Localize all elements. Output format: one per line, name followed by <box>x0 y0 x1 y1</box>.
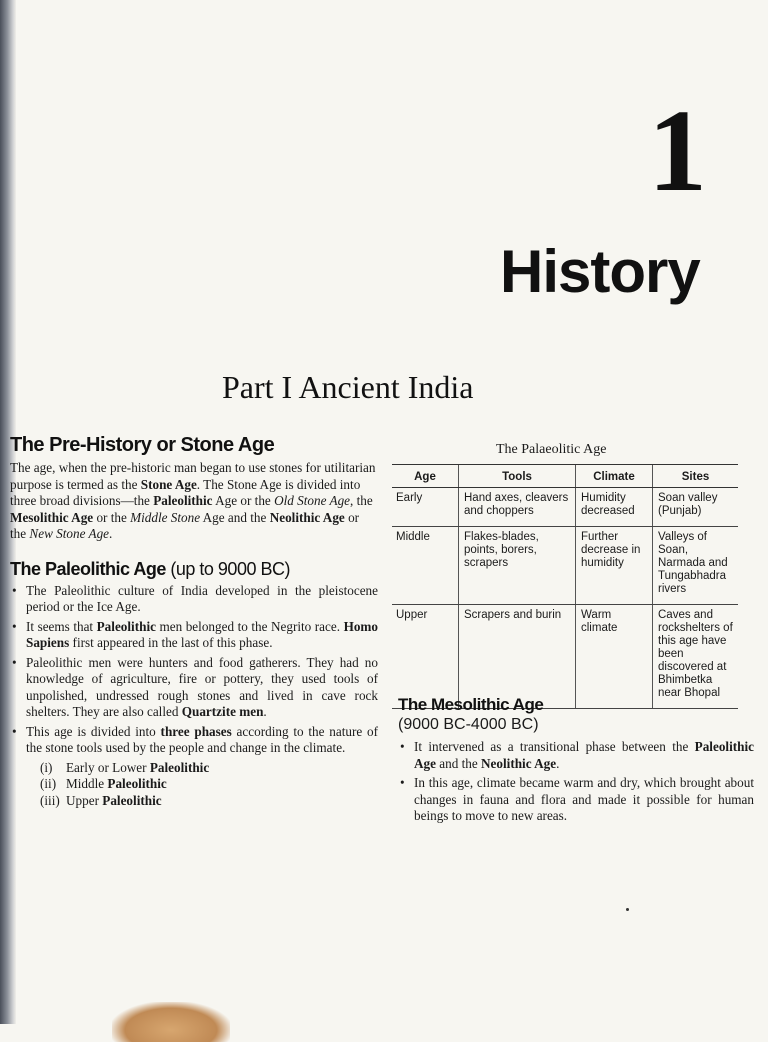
table-caption: The Palaeolitic Age <box>496 442 607 457</box>
column-header: Tools <box>459 465 576 488</box>
list-item: • Paleolithic men were hunters and food gatherers. They had no knowledge of agriculture, fire or pottery, they used tools of unpolished, undressed rough stones and lived in cave rock shelters. They are also called Quartzite men. <box>10 655 378 721</box>
table-header-row <box>392 465 738 488</box>
chapter-title: History <box>500 238 700 305</box>
part-title: Part I Ancient India <box>222 369 474 405</box>
list-item: • In this age, climate became warm and dry, which brought about changes in fauna and flora and made it possible for human beings to move to new areas. <box>398 775 754 825</box>
table-row <box>392 605 738 709</box>
table-row <box>392 488 738 527</box>
column-header: Climate <box>576 465 653 488</box>
table-cell: Flakes-blades, points, borers, scrapers <box>459 527 576 605</box>
table-cell: Scrapers and burin <box>459 605 576 709</box>
mesolithic-bullet-list <box>398 739 754 825</box>
right-column <box>398 694 754 828</box>
table-cell: Early <box>392 488 459 527</box>
table-row <box>392 527 738 605</box>
list-item: • It intervened as a transitional phase between the Paleolithic Age and the Neolithic Age. <box>398 739 754 772</box>
table-cell: Soan valley (Punjab) <box>653 488 739 527</box>
stone-age-intro: The age, when the pre-historic man began to use stones for utilitarian purpose is termed as the Stone Age. The Stone Age is divided into three broad divisions—the Paleolithic Age or the Old Stone Age, the Mesolithic Age or the Middle Stone Age and the Neolithic Age or the New Stone Age. <box>10 460 376 541</box>
table-cell: Further decrease in humidity <box>576 527 653 605</box>
table-cell: Warm climate <box>576 605 653 709</box>
section-heading-mesolithic: The Mesolithic Age <box>398 695 544 714</box>
section-heading-paleolithic: The Paleolithic Age (up to 9000 BC) <box>10 558 290 579</box>
section-heading-stone-age: The Pre-History or Stone Age <box>10 434 275 456</box>
list-item: (ii) Middle Paleolithic <box>40 776 167 791</box>
thumb-edge <box>112 1002 230 1042</box>
mesolithic-date-range: (9000 BC-4000 BC) <box>398 716 539 733</box>
list-item: • The Paleolithic culture of India developed in the pleistocene period or the Ice Age. <box>10 583 378 616</box>
list-item: (iii) Upper Paleolithic <box>40 792 162 808</box>
table-cell: Caves and rockshelters of this age have been discovered at Bhimbetka near Bhopal <box>653 605 739 709</box>
paleolithic-phases-list <box>40 760 378 810</box>
column-header: Sites <box>653 465 739 488</box>
left-column <box>10 432 378 809</box>
table-cell: Hand axes, cleavers and choppers <box>459 488 576 527</box>
list-item: (i) Early or Lower Paleolithic <box>40 759 210 775</box>
list-item: • It seems that Paleolithic men belonged to the Negrito race. Homo Sapiens first appeared in the last of this phase. <box>10 619 378 652</box>
table-cell: Humidity decreased <box>576 488 653 527</box>
table-cell: Valleys of Soan, Narmada and Tungabhadra rivers <box>653 527 739 605</box>
paleolithic-bullet-list <box>10 583 378 757</box>
table-cell: Upper <box>392 605 459 709</box>
print-speck <box>626 908 629 911</box>
palaeolithic-table <box>392 464 738 709</box>
column-header: Age <box>392 465 459 488</box>
chapter-number: 1 <box>648 85 707 216</box>
list-item: • This age is divided into three phases according to the nature of the stone tools used by the people and change in the climate. <box>10 724 378 757</box>
table-cell: Middle <box>392 527 459 605</box>
